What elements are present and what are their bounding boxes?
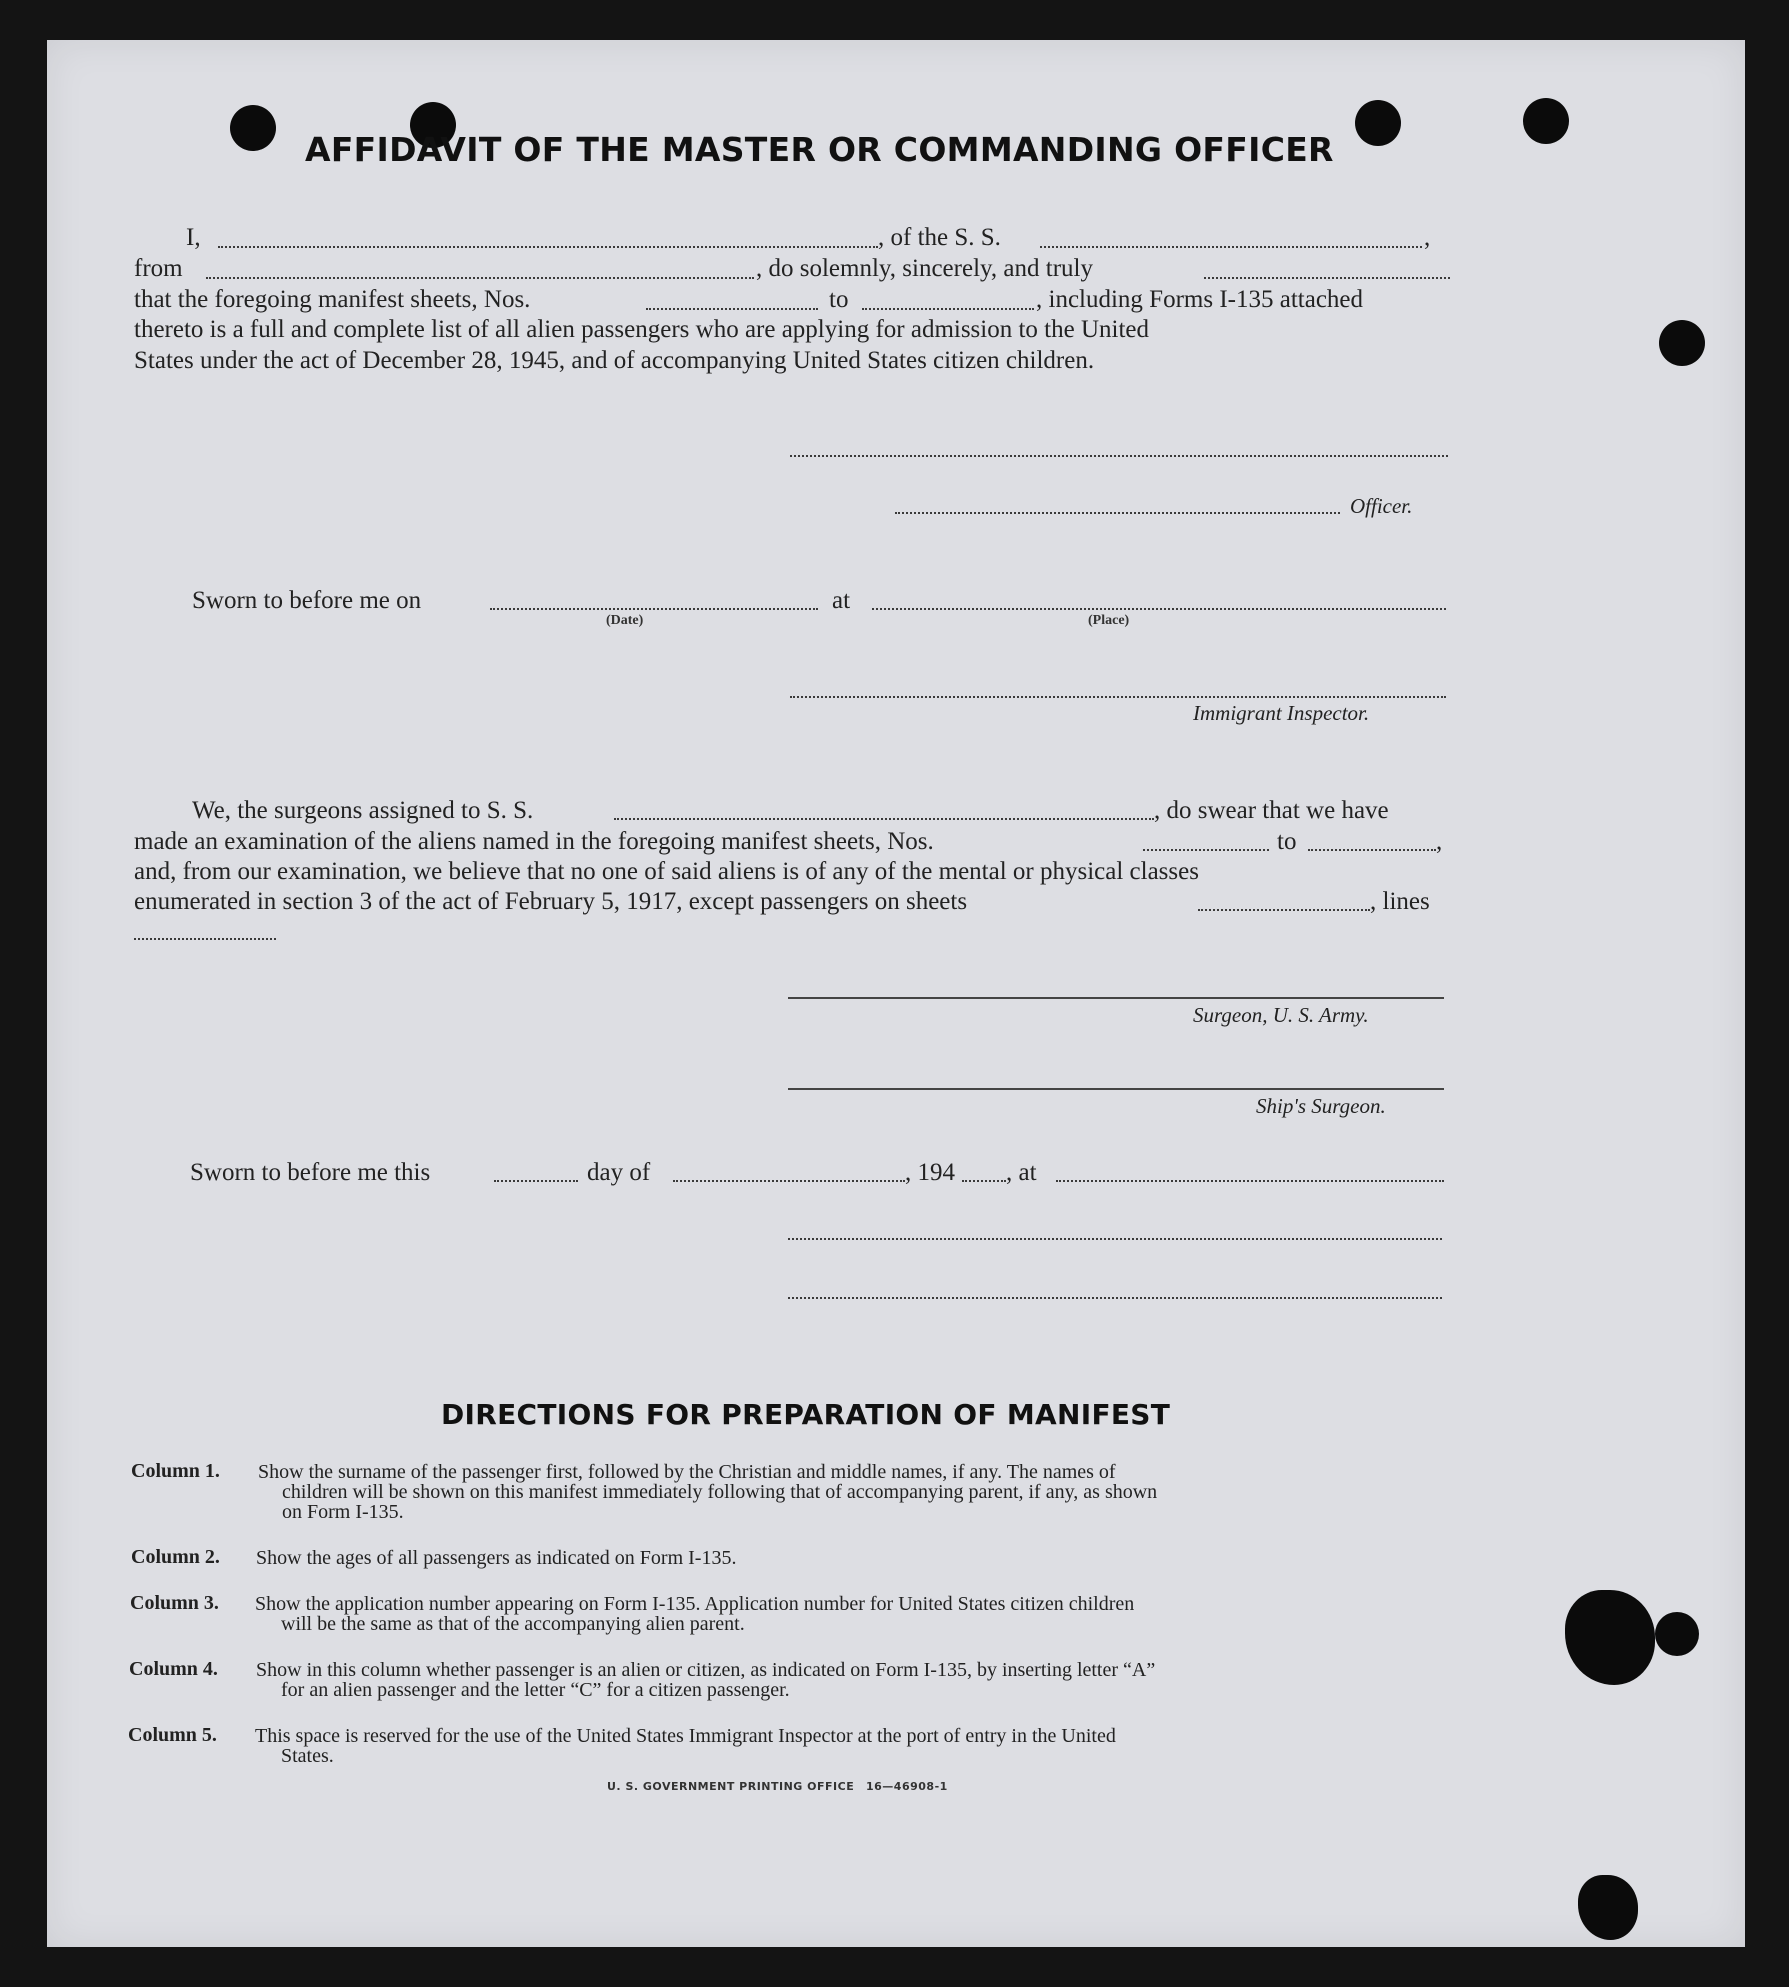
sworn-text: Sworn to before me this — [190, 1159, 431, 1186]
ship-surgeon-signature-line[interactable] — [788, 1088, 1444, 1090]
punch-hole — [1355, 100, 1401, 146]
column-text: children will be shown on this manifest immediately following that of accompanying parent, if any, as shown — [282, 1481, 1158, 1503]
surgeons-text: and, from our examination, we believe that no one of said aliens is of any of the mental or physical classes — [134, 858, 1199, 885]
printer-imprint: U. S. GOVERNMENT PRINTING OFFICE — [607, 1780, 855, 1793]
column-text: Show the surname of the passenger first, followed by the Christian and middle names, if any. The names of — [258, 1461, 1116, 1483]
month-field[interactable] — [673, 1180, 905, 1182]
column-text: will be the same as that of the accompanying alien parent. — [281, 1613, 745, 1635]
from-field[interactable] — [206, 277, 754, 279]
signature-line[interactable] — [790, 455, 1448, 457]
column-label: Column 3. — [130, 1592, 219, 1614]
sheet-from-field[interactable] — [646, 308, 818, 310]
ship-name-field[interactable] — [1040, 246, 1422, 248]
sworn-text: day of — [587, 1159, 651, 1186]
surgeons-text: We, the surgeons assigned to S. S. — [192, 797, 534, 824]
officer-signature-line[interactable] — [895, 512, 1340, 514]
surgeons-text: , do swear that we have — [1154, 797, 1389, 824]
column-text: Show the ages of all passengers as indicated on Form I-135. — [256, 1547, 737, 1569]
inspector-label: Immigrant Inspector. — [1193, 701, 1370, 725]
place-field[interactable] — [872, 608, 1446, 610]
ship-surgeon-label: Ship's Surgeon. — [1256, 1094, 1386, 1118]
punch-hole — [230, 105, 276, 151]
date-field[interactable] — [490, 608, 818, 610]
affidavit-text: I, — [186, 224, 201, 251]
affidavit-text: , of the S. S. — [878, 224, 1001, 251]
affidavit-text: that the foregoing manifest sheets, Nos. — [134, 286, 531, 313]
column-text: Show the application number appearing on Form I-135. Application number for United States citizen children — [255, 1593, 1135, 1615]
surgeon-sheet-from-field[interactable] — [1143, 849, 1269, 851]
date-caption: (Date) — [606, 613, 644, 628]
army-surgeon-label: Surgeon, U. S. Army. — [1193, 1003, 1369, 1027]
column-text: for an alien passenger and the letter “C” for a citizen passenger. — [281, 1679, 790, 1701]
day-field[interactable] — [494, 1180, 578, 1182]
affidavit-text: thereto is a full and complete list of all alien passengers who are applying for admission to the United — [134, 316, 1150, 343]
place-caption: (Place) — [1088, 613, 1130, 628]
inspector-signature-line[interactable] — [790, 696, 1446, 698]
exception-lines-field[interactable] — [134, 938, 276, 940]
column-text: This space is reserved for the use of the United States Immigrant Inspector at the port of entry in the United — [255, 1725, 1116, 1747]
affidavit-text: from — [134, 255, 183, 282]
surgeons-text: to — [1277, 828, 1297, 855]
sworn-place-field[interactable] — [1056, 1180, 1444, 1182]
surgeons-text: made an examination of the aliens named in the foregoing manifest sheets, Nos. — [134, 828, 934, 855]
directions-title: DIRECTIONS FOR PREPARATION OF MANIFEST — [441, 1398, 1171, 1431]
affidavit-text: , do solemnly, sincerely, and truly — [756, 255, 1093, 282]
column-label: Column 5. — [128, 1724, 217, 1746]
column-label: Column 2. — [131, 1546, 220, 1568]
column-label: Column 1. — [131, 1460, 220, 1482]
column-text: States. — [281, 1745, 334, 1767]
signature-line[interactable] — [788, 1297, 1442, 1299]
affidavit-text: , — [1424, 224, 1431, 251]
surgeons-text: enumerated in section 3 of the act of February 5, 1917, except passengers on sheets — [134, 888, 968, 915]
exception-sheets-field[interactable] — [1198, 909, 1370, 911]
column-text: Show in this column whether passenger is an alien or citizen, as indicated on Form I-135, by inserting letter “A” — [256, 1659, 1156, 1681]
sworn-text: at — [832, 587, 851, 614]
signature-line[interactable] — [788, 1238, 1442, 1240]
punch-hole — [1523, 98, 1569, 144]
army-surgeon-signature-line[interactable] — [788, 997, 1444, 999]
form-code: 16—46908-1 — [866, 1780, 948, 1793]
name-field[interactable] — [218, 246, 878, 248]
affidavit-text: to — [829, 286, 849, 313]
punch-hole — [1659, 320, 1705, 366]
column-text: on Form I-135. — [282, 1501, 404, 1523]
sheet-to-field[interactable] — [862, 308, 1034, 310]
surgeon-sheet-to-field[interactable] — [1308, 849, 1436, 851]
surgeon-ship-field[interactable] — [614, 818, 1154, 820]
sworn-text: , 194 — [905, 1159, 955, 1186]
year-field[interactable] — [962, 1180, 1006, 1182]
officer-label: Officer. — [1350, 494, 1413, 518]
surgeons-text: , lines — [1370, 888, 1430, 915]
sworn-text: Sworn to before me on — [192, 587, 422, 614]
affidavit-text: , including Forms I-135 attached — [1036, 286, 1364, 313]
column-label: Column 4. — [129, 1658, 218, 1680]
page-title: AFFIDAVIT OF THE MASTER OR COMMANDING OFFICER — [305, 130, 1334, 169]
punch-hole — [1655, 1612, 1699, 1656]
affidavit-text: States under the act of December 28, 1945, and of accompanying United States citizen children. — [134, 347, 1095, 374]
oath-field[interactable] — [1204, 277, 1450, 279]
sworn-text: , at — [1006, 1159, 1037, 1186]
surgeons-text: , — [1436, 828, 1443, 855]
